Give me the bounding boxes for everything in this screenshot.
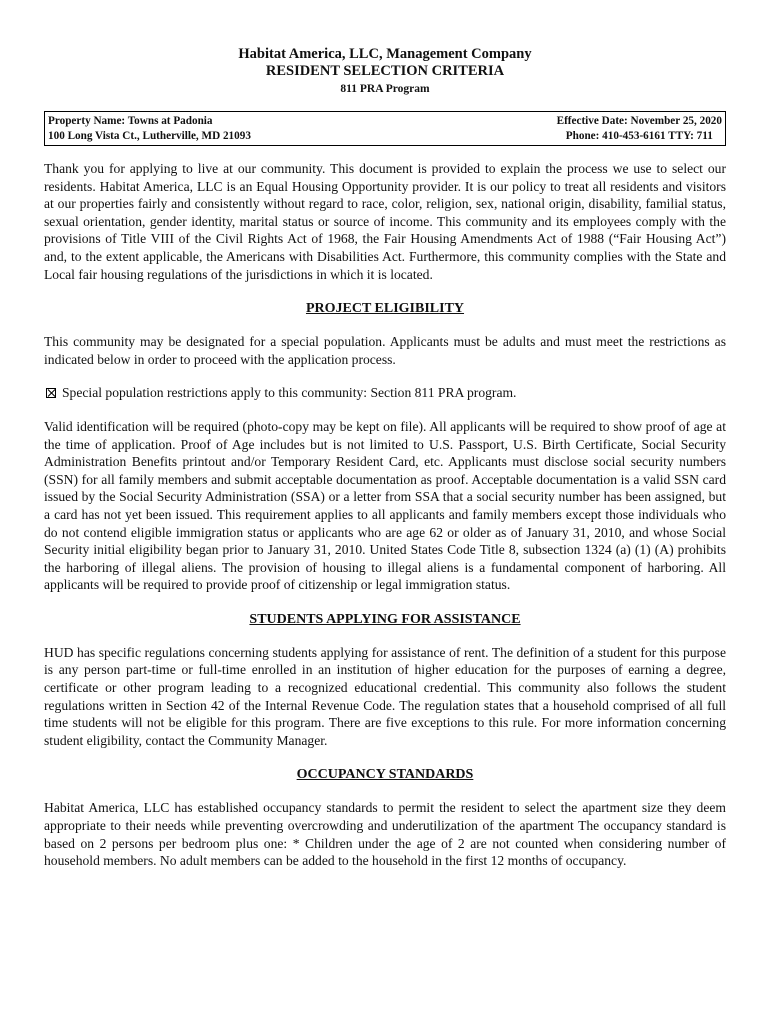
intro-paragraph: Thank you for applying to live at our community. This document is provided to explain the process we use to select our residents. Habitat America, LLC is an Equal Housing Opportunity provider. It is our policy to treat all residents and visitors at our properties fairly and consistently without regard to race, color, religion, sex, national origin, disability, familial status, sexual orientation, gender identity, marital status or source of income. This community and its employees comply with the provisions of Title VIII of the Civil Rights Act of 1968, the Fair Housing Amendments Act of 1988 (“Fair Housing Act”) and, to the extent applicable, the Americans with Disabilities Act. Furthermore, this community complies with the State and Local fair housing regulations of the jurisdictions in which it is located. — [44, 161, 726, 282]
property-phone: Phone: 410-453-6161 TTY: 711 — [565, 130, 713, 142]
document-page — [44, 46, 726, 870]
property-right — [557, 114, 722, 144]
section-title-students: STUDENTS APPLYING FOR ASSISTANCE — [249, 611, 521, 627]
property-info-box — [44, 111, 726, 146]
section-title-occupancy: OCCUPANCY STANDARDS — [296, 767, 474, 783]
special-population-line — [44, 384, 726, 402]
eligibility-paragraph-2: Valid identification will be required (photo-copy may be kept on file). All applicants will be required to show proof of age at the time of application. Proof of Age includes but is not limited to U.S. Passport, U.S. Birth Certificate, Social Security Administration Benefits printout and/or Temporary Resident Card, etc. Applicants must disclose social security numbers (SSN) for all family members and submit acceptable documentation as proof. Acceptable documentation is a valid SSN card issued by the Social Security Administration (SSA) or a letter from SSA that a social security number has been assigned, but a card has not yet been issued. This requirement applies to all applicants and family members except those individuals who do not contend eligible immigration status or applicants who are age 62 or older as of January 31, 2010, and whose Social Security initial eligibility began prior to January 31, 2010. United States Code Title 8, subsection 1324 (a) (1) (A) prohibits the harboring of illegal aliens. The provision of housing to illegal aliens is a fundamental component of harboring. All applicants will be required to provide proof of citizenship or legal immigration status. — [44, 418, 726, 593]
occupancy-paragraph: Habitat America, LLC has established occupancy standards to permit the resident to select the apartment size they deem appropriate to their needs while preventing overcrowding and underutilization of the apartment The occupancy standard is based on 2 persons per bedroom plus one: * Children under the age of 2 are not counted when considering number of household members. No adult members can be added to the household in the first 12 months of occupancy. — [44, 800, 726, 869]
document-title: RESIDENT SELECTION CRITERIA — [265, 63, 505, 79]
section-title-project-eligibility: PROJECT ELIGIBILITY — [305, 301, 465, 317]
eligibility-paragraph-1: This community may be designated for a special population. Applicants must be adults and must meet the restrictions as indicated below in order to proceed with the application process. — [44, 334, 726, 367]
company-heading: Habitat America, LLC, Management Company — [238, 46, 532, 62]
program-name: 811 PRA Program — [340, 83, 430, 95]
property-left — [48, 114, 251, 144]
property-name: Property Name: Towns at Padonia — [48, 115, 213, 127]
special-population-label: Special population restrictions apply to this community: Section 811 PRA program. — [62, 385, 517, 401]
checked-box-icon[interactable] — [46, 388, 56, 398]
property-address: 100 Long Vista Ct., Lutherville, MD 21093 — [48, 130, 251, 142]
students-paragraph: HUD has specific regulations concerning students applying for assistance of rent. The definition of a student for this purpose is any person part-time or full-time enrolled in an institution of higher education for the purposes of earning a degree, certificate or other program leading to a recognized educational credential. This community also follows the student regulations written in Section 42 of the Internal Revenue Code. The regulation states that a household comprised of all full time students will not be eligible for this program. There are five exceptions to this rule. For more information concerning student eligibility, contact the Community Manager. — [44, 644, 726, 748]
effective-date: Effective Date: November 25, 2020 — [556, 115, 722, 127]
